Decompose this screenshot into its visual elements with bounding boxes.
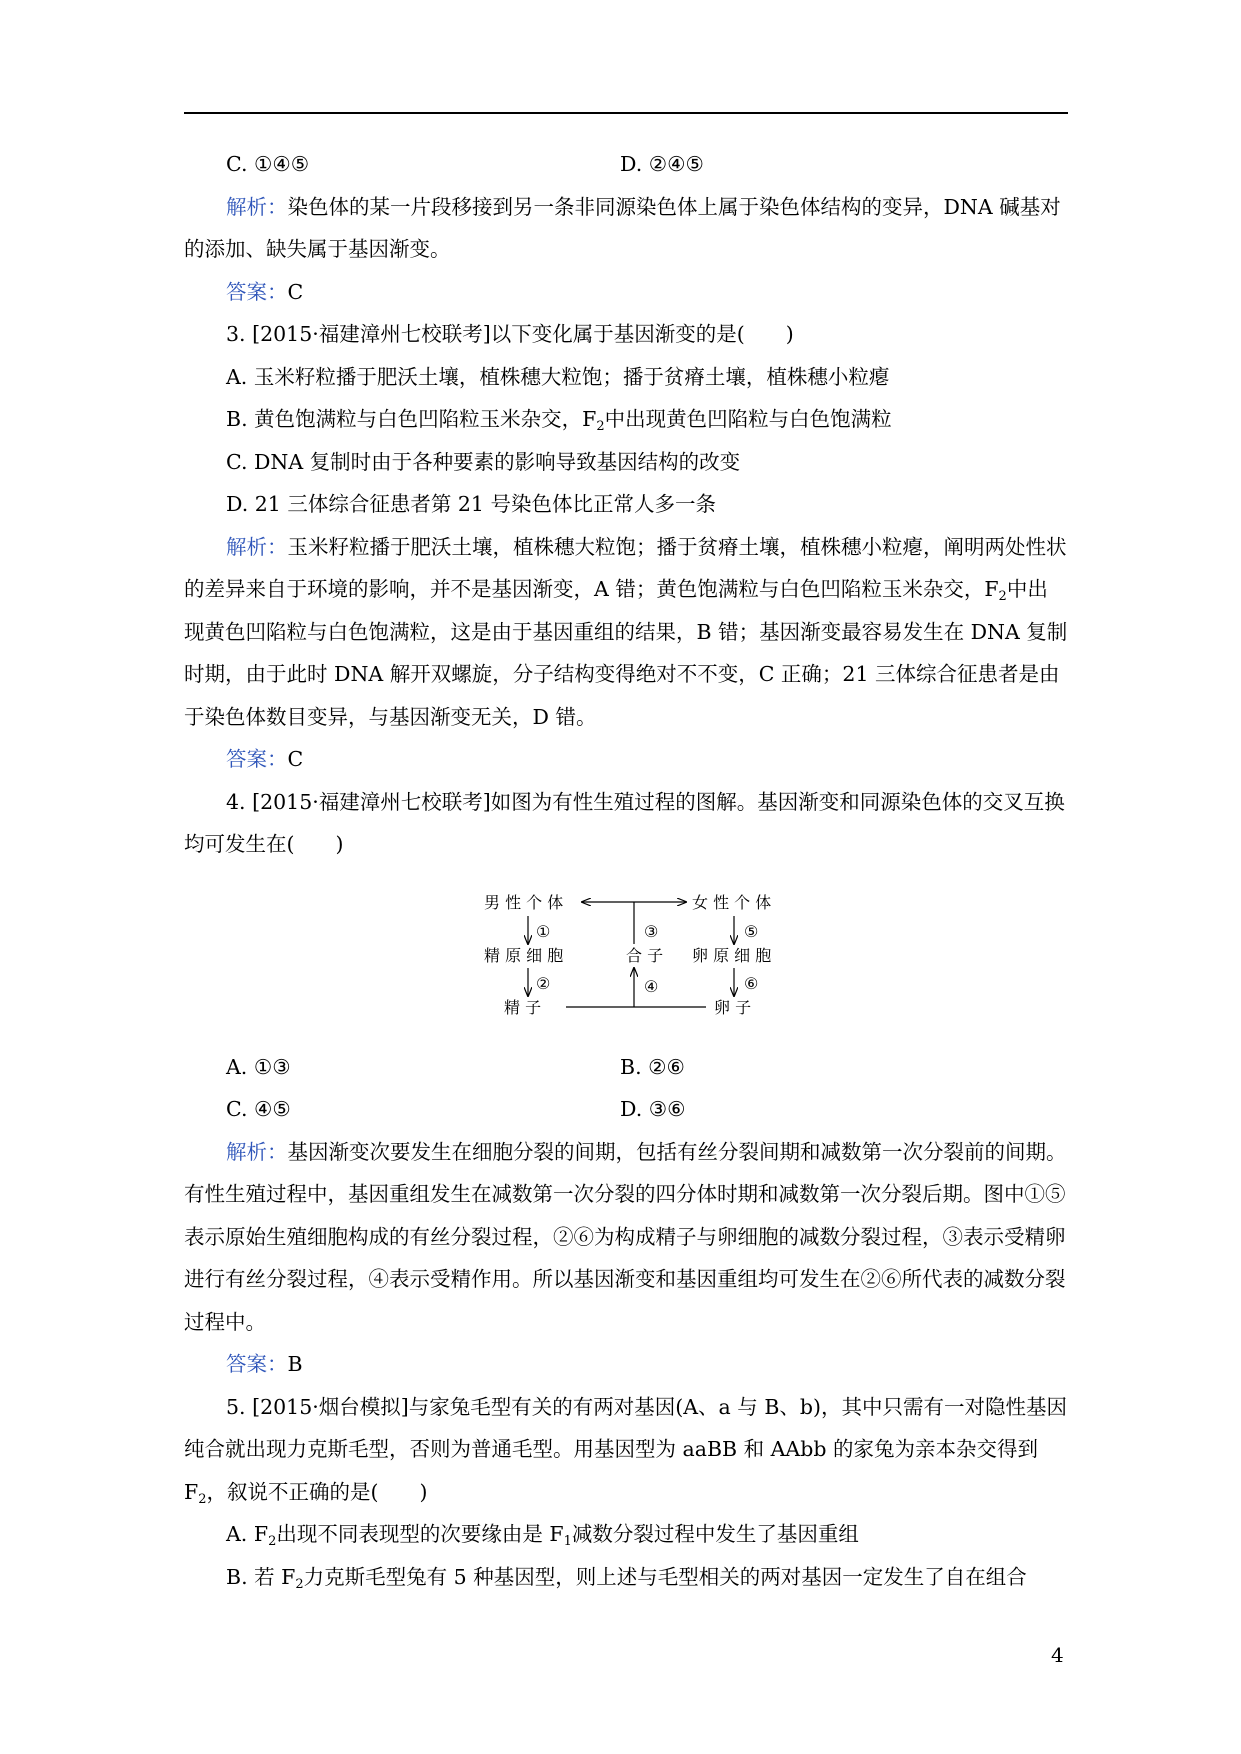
label-male: 男 性 个 体 [484, 892, 564, 912]
q4-answer [184, 1343, 1068, 1386]
page-number: 4 [1051, 1643, 1064, 1667]
subscript: 2 [596, 419, 605, 434]
answer-label: 答案： [226, 1352, 288, 1376]
text: ，叙说不正确的是( ) [206, 1479, 428, 1504]
subscript: 1 [563, 1534, 572, 1549]
reproduction-diagram-svg [484, 884, 804, 1034]
num-4: ④ [644, 976, 659, 996]
subscript: 2 [295, 1576, 304, 1592]
analysis-label: 解析： [226, 194, 288, 219]
text: 出现不同表现型的次要缘由是 F [276, 1522, 564, 1546]
text: 中出现黄色凹陷粒与白色饱满粒 [604, 407, 892, 431]
q3-option-a: A. 玉米籽粒播于肥沃土壤，植株穗大粒饱；播于贫瘠土壤，植株穗小粒瘪 [226, 364, 890, 389]
analysis-label: 解析： [226, 1139, 288, 1164]
answer-label: 答案： [226, 747, 288, 771]
q2-option-d: D. ②④⑤ [620, 152, 704, 176]
label-zygote: 合 子 [626, 945, 664, 965]
q3-option-c: C. DNA 复制时由于各种要素的影响导致基因结构的改变 [226, 449, 741, 474]
q5-option-b [184, 1556, 1068, 1599]
subscript: 2 [998, 589, 1007, 604]
q4-analysis [184, 1131, 1068, 1344]
q5-option-a [184, 1513, 1068, 1556]
q4-options-ab [184, 1046, 1068, 1089]
analysis-text: 基因渐变次要发生在细胞分裂的间期，包括有丝分裂间期和减数第一次分裂前的间期。有性生殖过程中，基因重组发生在减数第一次分裂的四分体时期和减数第一次分裂后期。图中①⑤表示原始生殖细胞构成的有丝分裂过程，②⑥为构成精子与卵细胞的减数分裂过程，③表示受精卵进行有丝分裂过程，④表示受精作用。所以基因渐变和基因重组均可发生在②⑥所代表的减数分裂过程中。 [184, 1139, 1067, 1334]
subscript: 2 [268, 1534, 277, 1549]
num-5: ⑤ [744, 921, 759, 941]
q4-option-d: D. ③⑥ [620, 1097, 686, 1121]
label-female: 女 性 个 体 [692, 892, 772, 912]
answer-label: 答案： [226, 279, 288, 304]
answer-value: C [287, 279, 304, 304]
text: 5. [2015·烟台模拟]与家兔毛型有关的有两对基因(A、a 与 B、b)，其中只需有一对隐性基因纯合就出现力克斯毛型，否则为普通毛型。用基因型为 aaBB 和 AAbb 的家兔为亲本杂交得到 F [184, 1394, 1067, 1504]
text: 减数分裂过程中发生了基因重组 [571, 1522, 859, 1546]
analysis-text: 中出现黄色凹陷粒与白色饱满粒，这是由于基因重组的结果，B 错；基因渐变最容易发生在 DNA 复制时期，由于此时 DNA 解开双螺旋，分子结构变得绝对不不变，C 正确；21 三体综合征患者是由于染色体数目变异，与基因渐变无关，D 错。 [184, 577, 1068, 729]
q4-stem: 4. [2015·福建漳州七校联考]如图为有性生殖过程的图解。基因渐变和同源染色体的交叉互换均可发生在( ) [184, 789, 1065, 856]
analysis-label: 解析： [226, 534, 288, 559]
num-2: ② [536, 973, 551, 993]
q2-answer [184, 271, 1068, 314]
subscript: 2 [198, 1491, 207, 1507]
label-sperm: 精 子 [504, 997, 542, 1017]
header-rule [184, 112, 1068, 114]
text: B. 黄色饱满粒与白色凹陷粒玉米杂交，F [226, 407, 597, 431]
num-6: ⑥ [744, 973, 759, 993]
text: 力克斯毛型兔有 5 种基因型，则上述与毛型相关的两对基因一定发生了自在组合 [303, 1564, 1027, 1589]
answer-value: B [287, 1352, 303, 1376]
q3-stem: 3. [2015·福建漳州七校联考]以下变化属于基因渐变的是( ) [226, 322, 794, 346]
q3-answer [184, 738, 1068, 781]
label-oogonium: 卵 原 细 胞 [692, 945, 772, 965]
text: B. 若 F [226, 1564, 296, 1589]
q4-option-b: B. ②⑥ [620, 1054, 685, 1079]
q3-analysis [184, 526, 1068, 739]
q5-stem [184, 1386, 1068, 1514]
label-spermatogonium: 精 原 细 胞 [484, 945, 564, 965]
analysis-text: 染色体的某一片段移接到另一条非同源染色体上属于染色体结构的变异，DNA 碱基对的添加、缺失属于基因渐变。 [184, 194, 1061, 261]
analysis-text: 玉米籽粒播于肥沃土壤，植株穗大粒饱；播于贫瘠土壤，植株穗小粒瘪，阐明两处性状的差异来自于环境的影响，并不是基因渐变，A 错；黄色饱满粒与白色凹陷粒玉米杂交，F [184, 534, 1067, 601]
q4-option-a: A. ①③ [226, 1054, 291, 1079]
q2-options-cd [184, 143, 1068, 186]
num-3: ③ [644, 921, 659, 941]
q4-option-c: C. ④⑤ [226, 1097, 291, 1121]
q4-options-cd [184, 1088, 1068, 1131]
label-egg: 卵 子 [714, 997, 752, 1017]
q2-option-c: C. ①④⑤ [226, 152, 310, 176]
answer-value: C [287, 747, 304, 771]
page-content [184, 143, 1068, 1598]
reproduction-diagram [184, 884, 1068, 1034]
num-1: ① [536, 921, 551, 941]
text: A. F [226, 1522, 269, 1546]
q3-option-d: D. 21 三体综合征患者第 21 号染色体比正常人多一条 [226, 492, 716, 516]
q3-option-b [184, 398, 1068, 441]
q2-analysis [184, 186, 1068, 271]
